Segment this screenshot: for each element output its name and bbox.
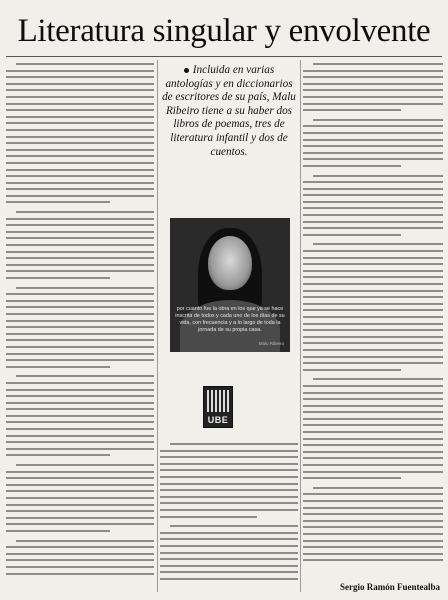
byline: Sergio Ramón Fuentealba bbox=[340, 582, 440, 592]
body-text-line bbox=[160, 489, 298, 491]
body-text-line bbox=[303, 520, 443, 522]
body-text-line bbox=[6, 359, 154, 361]
body-text-line bbox=[6, 346, 154, 348]
body-text-line bbox=[6, 333, 154, 335]
body-text-line bbox=[6, 76, 154, 78]
body-text-line bbox=[303, 303, 443, 305]
body-text-line bbox=[160, 578, 298, 580]
body-text-line bbox=[6, 415, 154, 417]
body-text-line bbox=[303, 214, 443, 216]
photo-credit: Malu Ribeiro bbox=[258, 341, 284, 346]
body-text-line bbox=[160, 538, 298, 540]
body-text-line bbox=[6, 300, 154, 302]
body-text-line bbox=[6, 175, 154, 177]
body-text-line bbox=[6, 109, 154, 111]
body-text-line bbox=[6, 96, 154, 98]
body-text-line bbox=[6, 270, 154, 272]
body-text-line bbox=[160, 450, 298, 452]
body-text-line bbox=[16, 63, 154, 65]
body-text-line bbox=[303, 513, 443, 515]
body-text-line bbox=[6, 244, 154, 246]
body-text-line bbox=[303, 411, 443, 413]
body-text-line bbox=[303, 96, 443, 98]
body-text-line bbox=[303, 194, 443, 196]
body-text-line bbox=[303, 283, 443, 285]
logo-text: UBE bbox=[207, 415, 229, 425]
body-text-line bbox=[303, 553, 443, 555]
body-text-line bbox=[303, 559, 443, 561]
body-text-line bbox=[6, 477, 154, 479]
body-text-line bbox=[303, 109, 401, 111]
body-text-line bbox=[303, 263, 443, 265]
body-text-line bbox=[6, 435, 154, 437]
body-text-line bbox=[16, 540, 154, 542]
body-text-line bbox=[6, 313, 154, 315]
body-text-line bbox=[6, 136, 154, 138]
body-text-line bbox=[160, 469, 298, 471]
body-text-line bbox=[6, 530, 110, 532]
body-text-line bbox=[6, 428, 154, 430]
body-text-line bbox=[303, 290, 443, 292]
body-text-line bbox=[6, 490, 154, 492]
body-text-line bbox=[6, 89, 154, 91]
body-text-line bbox=[303, 181, 443, 183]
body-text-line bbox=[6, 566, 154, 568]
body-text-line bbox=[170, 525, 298, 527]
body-text-line bbox=[6, 339, 154, 341]
body-text-line bbox=[313, 119, 443, 121]
photo-face bbox=[208, 236, 252, 290]
body-text-line bbox=[303, 250, 443, 252]
body-text-line bbox=[6, 471, 154, 473]
body-text-line bbox=[6, 116, 154, 118]
body-text-line bbox=[6, 293, 154, 295]
body-text-line bbox=[6, 382, 154, 384]
body-text-line bbox=[303, 201, 443, 203]
author-photo bbox=[170, 218, 290, 352]
body-text-line bbox=[303, 540, 443, 542]
headline: Literatura singular y envolvente bbox=[17, 13, 431, 49]
body-text-line bbox=[303, 329, 443, 331]
body-text-line bbox=[303, 89, 443, 91]
body-text-line bbox=[303, 234, 401, 236]
body-text-line bbox=[303, 451, 443, 453]
body-text-line bbox=[303, 392, 443, 394]
top-rule bbox=[6, 56, 442, 57]
body-text-line bbox=[6, 122, 154, 124]
body-text-line bbox=[6, 129, 154, 131]
body-text-line bbox=[160, 565, 298, 567]
body-text-line bbox=[303, 165, 401, 167]
body-text-line bbox=[160, 509, 298, 511]
body-text-line bbox=[303, 132, 443, 134]
body-text-line bbox=[160, 496, 298, 498]
body-text-line bbox=[6, 320, 154, 322]
body-text-line bbox=[303, 103, 443, 105]
body-text-line bbox=[160, 456, 298, 458]
body-text-line bbox=[6, 366, 110, 368]
body-text-line bbox=[303, 369, 401, 371]
body-text-line bbox=[6, 306, 154, 308]
body-text-line bbox=[16, 375, 154, 377]
pull-quote-text: Incluida en varias antologías y en diccionarios de escritores de su país, Malu Ribeiro tiene a su haber dos libros de poemas, tres de literatura infantil y dos de cuentos. bbox=[162, 64, 296, 158]
body-text-line bbox=[6, 218, 154, 220]
body-text-line bbox=[6, 224, 154, 226]
body-text-line bbox=[6, 546, 154, 548]
body-text-line bbox=[313, 175, 443, 177]
body-text-line bbox=[303, 356, 443, 358]
body-text-line bbox=[303, 493, 443, 495]
body-text-line bbox=[303, 431, 443, 433]
body-text-line bbox=[6, 510, 154, 512]
body-text-line bbox=[6, 237, 154, 239]
body-text-line bbox=[303, 83, 443, 85]
body-text-line bbox=[6, 188, 154, 190]
body-text-line bbox=[303, 342, 443, 344]
body-text-line bbox=[6, 162, 154, 164]
body-text-line bbox=[303, 125, 443, 127]
body-text-line bbox=[303, 309, 443, 311]
body-text-line bbox=[303, 221, 443, 223]
bullet-icon bbox=[184, 68, 189, 73]
body-text-line bbox=[160, 502, 298, 504]
body-text-line bbox=[6, 484, 154, 486]
body-text-line bbox=[303, 349, 443, 351]
body-text-line bbox=[6, 201, 110, 203]
left-column-body bbox=[6, 60, 154, 592]
body-text-line bbox=[6, 277, 110, 279]
body-text-line bbox=[160, 463, 298, 465]
body-text-line bbox=[6, 523, 154, 525]
body-text-line bbox=[160, 516, 257, 518]
body-text-line bbox=[160, 476, 298, 478]
body-text-line bbox=[303, 362, 443, 364]
body-text-line bbox=[303, 418, 443, 420]
body-text-line bbox=[6, 149, 154, 151]
column-divider bbox=[300, 60, 301, 592]
body-text-line bbox=[16, 287, 154, 289]
body-text-line bbox=[303, 398, 443, 400]
right-column-body bbox=[303, 60, 443, 592]
body-text-line bbox=[170, 443, 298, 445]
body-text-line bbox=[313, 378, 443, 380]
body-text-line bbox=[303, 405, 443, 407]
body-text-line bbox=[6, 573, 154, 575]
body-text-line bbox=[160, 571, 298, 573]
body-text-line bbox=[303, 296, 443, 298]
body-text-line bbox=[303, 464, 443, 466]
body-text-line bbox=[303, 158, 443, 160]
body-text-line bbox=[6, 441, 154, 443]
body-text-line bbox=[303, 444, 443, 446]
body-text-line bbox=[303, 207, 443, 209]
body-text-line bbox=[303, 276, 443, 278]
body-text-line bbox=[303, 188, 443, 190]
body-text-line bbox=[303, 471, 443, 473]
body-text-line bbox=[6, 421, 154, 423]
body-text-line bbox=[6, 395, 154, 397]
pull-quote bbox=[162, 64, 296, 244]
body-text-line bbox=[6, 231, 154, 233]
body-text-line bbox=[6, 257, 154, 259]
body-text-line bbox=[303, 323, 443, 325]
body-text-line bbox=[303, 270, 443, 272]
column-divider bbox=[157, 60, 158, 592]
body-text-line bbox=[6, 264, 154, 266]
body-text-line bbox=[303, 526, 443, 528]
body-text-line bbox=[6, 142, 154, 144]
body-text-line bbox=[303, 507, 443, 509]
body-text-line bbox=[6, 389, 154, 391]
body-text-line bbox=[313, 63, 443, 65]
body-text-line bbox=[6, 251, 154, 253]
body-text-line bbox=[6, 504, 154, 506]
body-text-line bbox=[313, 243, 443, 245]
body-text-line bbox=[303, 500, 443, 502]
body-text-line bbox=[6, 70, 154, 72]
body-text-line bbox=[6, 195, 154, 197]
body-text-line bbox=[303, 336, 443, 338]
body-text-line bbox=[6, 517, 154, 519]
body-text-line bbox=[303, 139, 443, 141]
body-text-line bbox=[6, 408, 154, 410]
body-text-line bbox=[303, 477, 401, 479]
body-text-line bbox=[6, 402, 154, 404]
body-text-line bbox=[303, 145, 443, 147]
body-text-line bbox=[6, 169, 154, 171]
middle-column-body bbox=[160, 440, 298, 592]
body-text-line bbox=[303, 546, 443, 548]
body-text-line bbox=[303, 533, 443, 535]
body-text-line bbox=[6, 454, 110, 456]
body-text-line bbox=[303, 438, 443, 440]
body-text-line bbox=[160, 532, 298, 534]
body-text-line bbox=[303, 457, 443, 459]
body-text-line bbox=[6, 103, 154, 105]
body-text-line bbox=[160, 545, 298, 547]
body-text-line bbox=[6, 448, 154, 450]
ube-logo bbox=[203, 386, 233, 428]
body-text-line bbox=[160, 483, 298, 485]
body-text-line bbox=[303, 385, 443, 387]
logo-stripes-icon bbox=[207, 390, 229, 412]
body-text-line bbox=[6, 353, 154, 355]
body-text-line bbox=[6, 559, 154, 561]
body-text-line bbox=[6, 497, 154, 499]
body-text-line bbox=[303, 227, 443, 229]
body-text-line bbox=[303, 152, 443, 154]
body-text-line bbox=[16, 464, 154, 466]
body-text-line bbox=[303, 257, 443, 259]
body-text-line bbox=[160, 558, 298, 560]
body-text-line bbox=[303, 70, 443, 72]
body-text-line bbox=[303, 424, 443, 426]
body-text-line bbox=[6, 83, 154, 85]
body-text-line bbox=[160, 552, 298, 554]
body-text-line bbox=[16, 211, 154, 213]
body-text-line bbox=[6, 155, 154, 157]
body-text-line bbox=[6, 182, 154, 184]
body-text-line bbox=[6, 553, 154, 555]
photo-caption: por cuanto fue la obra en los que ya se hace inscrita de todos y cada uno de los días de su vida, con frecuencia y a lo largo de toda la jornada de su propia casa. bbox=[175, 306, 285, 333]
body-text-line bbox=[313, 487, 443, 489]
body-text-line bbox=[303, 316, 443, 318]
body-text-line bbox=[303, 76, 443, 78]
body-text-line bbox=[6, 326, 154, 328]
